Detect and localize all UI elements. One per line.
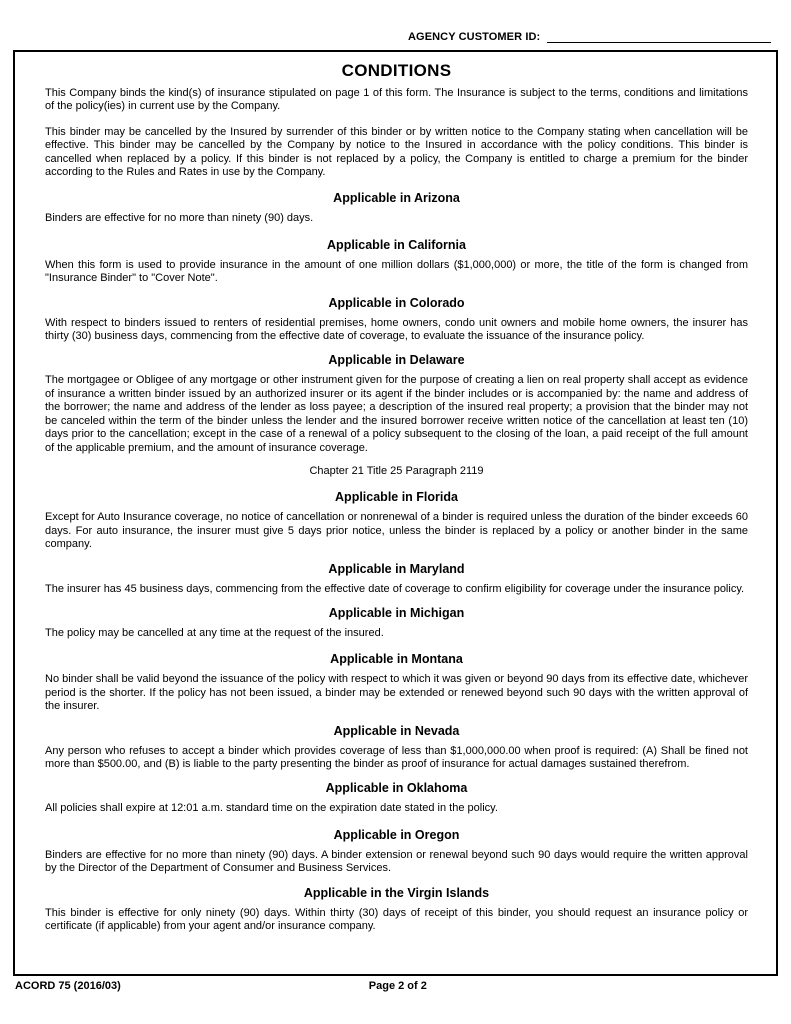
text-montana: No binder shall be valid beyond the issuance of the policy with respect to which it was given or beyond 90 days from its effective date, whichever period is the shorter. If the policy has not been issued, a binder may be extended or renewed beyond such 90 days with the written approval of the insurer. xyxy=(45,673,748,713)
text-california: When this form is used to provide insurance in the amount of one million dollars ($1,000,000) or more, the title of the form is changed from "Insurance Binder" to "Cover Note". xyxy=(45,258,748,285)
text-oklahoma: All policies shall expire at 12:01 a.m. standard time on the expiration date stated in the policy. xyxy=(45,802,498,815)
agency-customer-id-row xyxy=(408,30,771,43)
text-nevada: Any person who refuses to accept a binder which provides coverage of less than $1,000,000.00 when proof is required: (A) Shall be fined not more than $500.00, and (B) is liable to the party presenting the binder as proof of insurance for actual damages sustained therefrom. xyxy=(45,744,748,770)
heading-oregon: Applicable in Oregon xyxy=(333,827,460,842)
cancellation-paragraph: This binder may be cancelled by the Insured by surrender of this binder or by written notice to the Company stating when cancellation will be effective. This binder may be cancelled by the Company by notice to the Insured in accordance with the policy conditions. This binder is cancelled when replaced by a policy. If this binder is not replaced by a policy, the Company is entitled to charge a premium for the binder according to the Rules and Rates in use by the Company. xyxy=(45,125,748,179)
heading-virgin-islands: Applicable in the Virgin Islands xyxy=(303,885,490,900)
text-florida: Except for Auto Insurance coverage, no notice of cancellation or nonrenewal of a binder is required unless the duration of the binder exceeds 60 days. For auto insurance, the insurer must give 5 days prior notice, unless the binder is replaced by a policy or another binder in the same company. xyxy=(45,511,748,551)
text-maryland: The insurer has 45 business days, commencing from the effective date of coverage to confirm eligibility for coverage under the insurance policy. xyxy=(45,582,745,595)
page-title: CONDITIONS xyxy=(341,61,452,80)
text-oregon: Binders are effective for no more than ninety (90) days. A binder extension or renewal beyond such 90 days would require the written approval by the Director of the Department of Consumer and Business Services. xyxy=(45,848,748,875)
heading-nevada: Applicable in Nevada xyxy=(333,723,460,738)
conditions-box xyxy=(13,50,778,976)
text-delaware: The mortgagee or Obligee of any mortgage or other instrument given for the purpose of creating a lien on real property shall accept as evidence of insurance a written binder issued by an authorized insurer or its agent if the binder includes or is accompanied by: the name and address of the borrower; the name and address of the lender as loss payee; a description of the insured real property; a provision that the binder may not be canceled within the term of the binder unless the lender and the insured borrower receive written notice of the cancellation at least ten (10) days prior to the cancellation; except in the case of a renewal of a policy subsequent to the closing of the loan, a paid receipt of the full amount of the applicable premium, and the amount of insurance coverage. xyxy=(45,374,748,454)
page-footer xyxy=(15,980,776,996)
heading-california: Applicable in California xyxy=(327,237,466,252)
agency-customer-id-field[interactable] xyxy=(547,30,771,43)
conditions-body xyxy=(45,87,748,933)
heading-arizona: Applicable in Arizona xyxy=(333,191,460,206)
heading-maryland: Applicable in Maryland xyxy=(328,561,465,576)
heading-montana: Applicable in Montana xyxy=(330,652,463,667)
heading-oklahoma: Applicable in Oklahoma xyxy=(325,781,468,796)
text-arizona: Binders are effective for no more than ninety (90) days. xyxy=(45,212,314,225)
agency-customer-id-label: AGENCY CUSTOMER ID: xyxy=(408,31,541,43)
delaware-statute-reference: Chapter 21 Title 25 Paragraph 2119 xyxy=(309,464,484,477)
text-michigan: The policy may be cancelled at any time at the request of the insured. xyxy=(45,626,384,639)
heading-michigan: Applicable in Michigan xyxy=(328,605,465,620)
heading-florida: Applicable in Florida xyxy=(335,490,458,505)
form-number: ACORD 75 (2016/03) xyxy=(15,980,121,992)
heading-delaware: Applicable in Delaware xyxy=(328,353,465,368)
text-colorado: With respect to binders issued to renters of residential premises, home owners, condo unit owners and mobile home owners, the insurer has thirty (30) business days, commencing from the effective date of coverage, to evaluate the issuance of the insurance policy. xyxy=(45,316,748,343)
page-number: Page 2 of 2 xyxy=(368,980,427,992)
heading-colorado: Applicable in Colorado xyxy=(328,295,465,310)
text-virgin-islands: This binder is effective for only ninety (90) days. Within thirty (30) days of receipt of this binder, you should request an insurance policy or certificate (if applicable) from your agent and/or insurance company. xyxy=(45,906,748,932)
intro-binding-paragraph: This Company binds the kind(s) of insurance stipulated on page 1 of this form. The Insurance is subject to the terms, conditions and limitations of the policy(ies) in current use by the Company. xyxy=(45,87,748,113)
